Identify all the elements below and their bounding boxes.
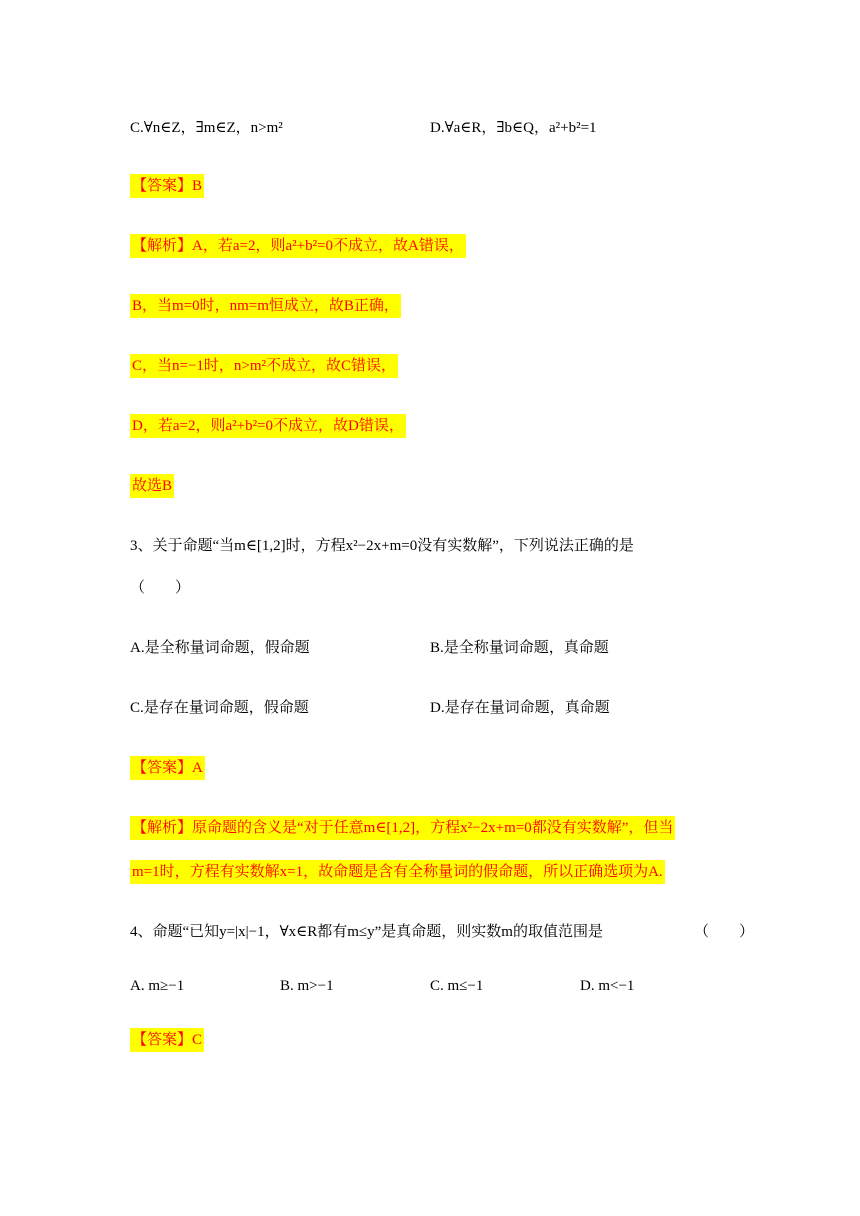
q3-stem: 3、关于命题“当m∈[1,2]时，方程x²−2x+m=0没有实数解”，下列说法正确的是 [130, 538, 634, 554]
q4-option-b: B. m>−1 [280, 978, 334, 994]
q4-option-a: A. m≥−1 [130, 978, 185, 994]
q2-answer [130, 176, 204, 196]
q4-answer-text: 【答案】C [130, 1028, 204, 1052]
q4-option-d: D. m<−1 [580, 978, 635, 994]
q3-answer [130, 758, 205, 778]
q3-answer-paren: （ ） [130, 580, 191, 596]
q2-answer-text: 【答案】B [130, 174, 204, 198]
q3-option-c: C.是存在量词命题，假命题 [130, 700, 309, 716]
q3-analysis-line-2: m=1时，方程有实数解x=1，故命题是含有全称量词的假命题，所以正确选项为A. [130, 862, 665, 882]
q4-option-c: C. m≤−1 [430, 978, 484, 994]
q3-analysis-line-1: 【解析】原命题的含义是“对于任意m∈[1,2]，方程x²−2x+m=0都没有实数解”，但当 [130, 818, 675, 838]
q2-analysis-line-1: 【解析】A，若a=2，则a²+b²=0不成立，故A错误， [130, 236, 466, 256]
q4-answer [130, 1030, 204, 1050]
q2-analysis-line-4: D，若a=2，则a²+b²=0不成立，故D错误， [130, 416, 406, 436]
q3-option-b: B.是全称量词命题，真命题 [430, 640, 609, 656]
q4-stem: 4、命题“已知y=|x|−1，∀x∈R都有m≤y”是真命题，则实数m的取值范围是 [130, 924, 603, 940]
q2-option-d: D.∀a∈R，∃b∈Q，a²+b²=1 [430, 120, 597, 136]
q3-option-a: A.是全称量词命题，假命题 [130, 640, 310, 656]
q3-answer-text: 【答案】A [130, 756, 205, 780]
q2-conclusion: 故选B [130, 476, 174, 496]
q4-answer-paren: （ ） [694, 924, 755, 940]
q2-analysis-line-2: B，当m=0时，nm=m恒成立，故B正确， [130, 296, 401, 316]
q3-option-d: D.是存在量词命题，真命题 [430, 700, 610, 716]
q2-option-c: C.∀n∈Z，∃m∈Z，n>m² [130, 120, 283, 136]
q2-analysis-line-3: C，当n=−1时，n>m²不成立，故C错误， [130, 356, 398, 376]
